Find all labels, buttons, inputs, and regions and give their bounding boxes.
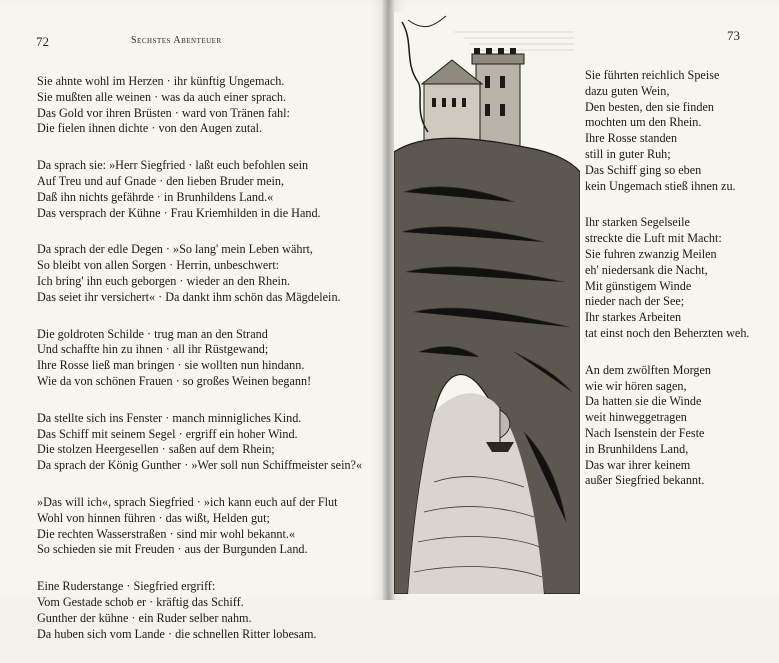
stanza	[585, 215, 775, 341]
verse-line: Das Schiff ging so eben	[585, 162, 702, 177]
verse-line: So bleibt von allen Sorgen · Herrin, unbeschwert:	[37, 258, 280, 273]
page-number-right: 73	[727, 28, 740, 43]
verse-line: tat einst noch den Beherzten weh.	[585, 325, 750, 340]
verse-line: streckte die Luft mit Macht:	[585, 231, 722, 246]
verse-line: Nach Isenstein der Feste	[585, 425, 705, 440]
verse-line: weit hinweggetragen	[585, 410, 687, 425]
verse-line: Das Gold vor ihren Brüsten · ward von Tränen fahl:	[37, 105, 290, 120]
verse-line: Da hatten sie die Winde	[585, 394, 702, 409]
verse-line: Ihre Rosse ließ man bringen · sie wollten nun hindann.	[37, 358, 305, 373]
verse-line: eh' niedersank die Nacht,	[585, 262, 708, 277]
stanza	[37, 158, 377, 221]
verse-line: Vom Gestade schob er · kräftig das Schiff.	[37, 594, 244, 609]
verse-line: Mit günstigem Winde	[585, 278, 692, 293]
verse-line: Sie führten reichlich Speise	[585, 68, 720, 82]
verse-line: Den besten, den sie finden	[585, 99, 714, 114]
verse-line: Daß ihn nichts gefährde · in Brunhildens Land.«	[37, 189, 274, 204]
verse-line: Gunther der kühne · ein Ruder selber nahm.	[37, 610, 252, 625]
stanza	[37, 242, 377, 305]
verse-line: wie wir hören sagen,	[585, 378, 687, 393]
verse-line: Das seiet ihr versichert« · Da dankt ihm schön das Mägdelein.	[37, 289, 341, 304]
stanza	[37, 74, 377, 137]
verse-line: Das war ihrer keinem	[585, 457, 691, 472]
verse-line: Da stellte sich ins Fenster · manch minnigliches Kind.	[37, 410, 302, 425]
castle-ship-illustration	[394, 12, 580, 594]
verse-line: Sie mußten alle weinen · was da auch einer sprach.	[37, 89, 287, 104]
page-number-left: 72	[36, 34, 49, 49]
verse-line: Die stolzen Heergesellen · saßen auf dem Rhein;	[37, 442, 275, 457]
verse-line: Da sprach der edle Degen · »So lang' mein Leben währt,	[37, 242, 313, 257]
stanza	[37, 579, 377, 642]
verse-line: »Das will ich«, sprach Siegfried · »ich kann euch auf der Flut	[37, 494, 338, 509]
verse-line: außer Siegfried bekannt.	[585, 473, 705, 488]
stanza	[37, 327, 377, 390]
stanza	[585, 68, 775, 194]
verse-line: Sie ahnte wohl im Herzen · ihr künftig Ungemach.	[37, 74, 285, 88]
verse-line: Das Schiff mit seinem Segel · ergriff ein hoher Wind.	[37, 426, 298, 441]
verse-line: Ich bring' ihn euch geborgen · wieder an den Rhein.	[37, 273, 291, 288]
stanza	[37, 411, 377, 474]
stanza	[37, 495, 377, 558]
left-poem	[37, 74, 377, 663]
verse-line: still in guter Ruh;	[585, 146, 671, 161]
running-head: Sechstes Abenteuer	[131, 35, 222, 46]
verse-line: Wohl von hinnen führen · das wißt, Helden gut;	[37, 510, 270, 525]
verse-line: Eine Ruderstange · Siegfried ergriff:	[37, 579, 216, 594]
verse-line: Die rechten Wasserstraßen · sind mir wohl bekannt.«	[37, 526, 296, 541]
verse-line: Ihre Rosse standen	[585, 131, 678, 146]
verse-line: An dem zwölften Morgen	[585, 362, 712, 377]
verse-line: kein Ungemach stieß ihnen zu.	[585, 178, 736, 193]
stanza	[585, 363, 775, 489]
verse-line: Sie fuhren zwanzig Meilen	[585, 246, 717, 261]
verse-line: Da huben sich vom Lande · die schnellen Ritter lobesam.	[37, 626, 317, 641]
verse-line: Das versprach der Kühne · Frau Kriemhilden in die Hand.	[37, 205, 321, 220]
verse-line: Die goldroten Schilde · trug man an den Strand	[37, 326, 268, 341]
verse-line: Und schaffte hin zu ihnen · all ihr Rüstgewand;	[37, 342, 269, 357]
right-poem	[585, 68, 775, 510]
verse-line: So schieden sie mit Freuden · aus der Burgunden Land.	[37, 542, 308, 557]
verse-line: Ihr starken Segelseile	[585, 215, 690, 230]
verse-line: dazu guten Wein,	[585, 83, 670, 98]
verse-line: Die fielen ihnen dichte · von den Augen zutal.	[37, 121, 263, 136]
verse-line: Wie da von schönen Frauen · so großes Weinen begann!	[37, 373, 312, 388]
verse-line: nieder nach der See;	[585, 294, 685, 309]
book-gutter	[382, 0, 394, 600]
verse-line: Auf Treu und auf Gnade · den lieben Bruder mein,	[37, 173, 285, 188]
verse-line: Ihr starkes Arbeiten	[585, 310, 682, 325]
verse-line: Da sprach der König Gunther · »Wer soll nun Schiffmeister sein?«	[37, 458, 363, 473]
verse-line: in Brunhildens Land,	[585, 441, 689, 456]
verse-line: Da sprach sie: »Herr Siegfried · laßt euch befohlen sein	[37, 158, 309, 173]
verse-line: mochten um den Rhein.	[585, 115, 702, 130]
